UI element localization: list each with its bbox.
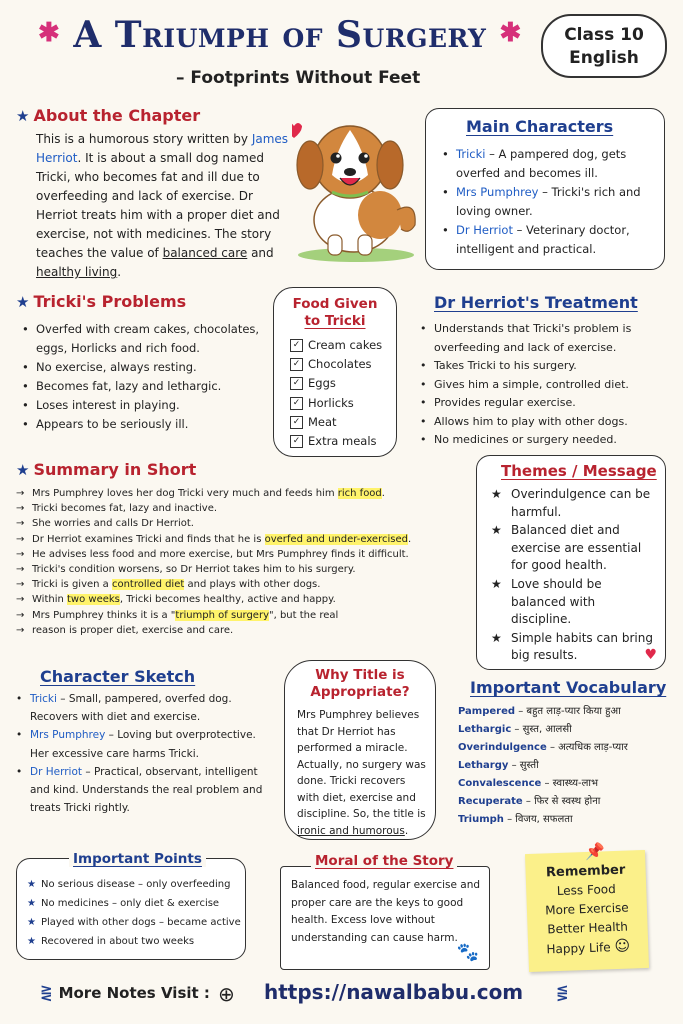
summary-heading: ★ Summary in Short — [16, 460, 197, 479]
pink-star-icon: ✱ — [38, 18, 61, 48]
themes-heading: Themes / Message — [501, 462, 657, 480]
list-item: ★ Played with other dogs – became active — [27, 913, 241, 932]
remember-line: Better Health — [547, 919, 629, 937]
paw-icon: 🐾 — [456, 942, 479, 963]
themes-list — [491, 486, 659, 666]
treatment-heading: Dr Herriot's Treatment — [434, 293, 638, 312]
moral-text: Balanced food, regular exercise and proper care are the keys to good health. Excess love without understanding can cause harm. — [291, 879, 481, 944]
important-points-heading: Important Points — [69, 851, 206, 867]
globe-icon: ⊕ — [218, 982, 235, 1006]
list-item: • Overfed with cream cakes, chocolates, eggs, Horlicks and rich food. — [22, 320, 274, 358]
food-item: ✓ Cream cakes — [288, 336, 382, 355]
list-item: ★ Overindulgence can be harmful. — [491, 486, 659, 521]
list-item: • No medicines or surgery needed. — [420, 431, 660, 450]
vocab-item: Convalescence – स्वास्थ्य-लाभ — [458, 778, 599, 789]
dog-illustration — [292, 110, 422, 265]
list-item: → Dr Herriot examines Tricki and finds that he is overfed and under-exercised. — [16, 532, 466, 547]
moral-box — [280, 853, 490, 970]
list-item: • Becomes fat, lazy and lethargic. — [22, 377, 274, 396]
footer-label: ⋛ More Notes Visit : — [40, 984, 210, 1002]
themes-box — [476, 455, 666, 670]
list-item: ★ No serious disease – only overfeeding — [27, 875, 241, 894]
vocab-heading: Important Vocabulary — [470, 678, 667, 697]
website-link[interactable]: https://nawalbabu.com — [264, 980, 524, 1004]
food-checklist — [288, 336, 382, 451]
vocab-item: Recuperate – फिर से स्वस्थ होना — [458, 796, 601, 807]
sketch-heading: Character Sketch — [40, 667, 196, 686]
list-item: ★ Recovered in about two weeks — [27, 932, 241, 951]
food-item: ✓ Extra meals — [288, 432, 382, 451]
list-item: • Appears to be seriously ill. — [22, 415, 274, 434]
food-item: ✓ Meat — [288, 413, 382, 432]
list-item: • Gives him a simple, controlled diet. — [420, 376, 660, 395]
heart-icon: ♥ — [644, 647, 657, 663]
food-given-heading: Food Given to Tricki — [292, 296, 378, 329]
list-item: → reason is proper diet, exercise and care. — [16, 623, 466, 638]
class-badge — [541, 14, 667, 78]
points-list — [27, 875, 241, 951]
characters-list — [442, 145, 656, 259]
list-item: • Loses interest in playing. — [22, 396, 274, 415]
main-characters-heading: Main Characters — [466, 117, 614, 136]
moral-heading: Moral of the Story — [311, 853, 457, 869]
sparkle-icon: ⋛ — [40, 984, 53, 1002]
pin-icon: 📌 — [584, 841, 606, 862]
list-item: • Tricki – A pampered dog, gets overfed and becomes ill. — [442, 145, 656, 183]
sketch-list — [16, 690, 276, 817]
vocab-item: Lethargic – सुस्त, आलसी — [458, 724, 572, 735]
food-item: ✓ Eggs — [288, 374, 382, 393]
vocab-item: Overindulgence – अत्यधिक लाड़-प्यार — [458, 742, 628, 753]
list-item: → Mrs Pumphrey loves her dog Tricki very much and feeds him rich food. — [16, 486, 466, 501]
why-title-box — [284, 660, 436, 840]
class-label: Class 10 — [564, 25, 644, 45]
list-item: → Mrs Pumphrey thinks it is a "triumph of surgery", but the real — [16, 608, 466, 623]
star-icon: ★ — [16, 107, 30, 125]
treatment-list — [420, 320, 660, 450]
food-item: ✓ Chocolates — [288, 355, 382, 374]
summary-list — [16, 486, 466, 638]
list-item: • Mrs Pumphrey – Tricki's rich and loving owner. — [442, 183, 656, 221]
list-item: • Takes Tricki to his surgery. — [420, 357, 660, 376]
remember-line: Less Food — [556, 881, 616, 899]
list-item: → She worries and calls Dr Herriot. — [16, 516, 466, 531]
important-points-box — [16, 851, 246, 960]
problems-list — [22, 320, 274, 434]
remember-note — [525, 841, 649, 972]
remember-heading: Remember — [545, 862, 626, 881]
list-item: • Allows him to play with other dogs. — [420, 413, 660, 432]
about-heading: ★ About the Chapter — [16, 106, 201, 125]
page-title: ✱ A Triumph of Surgery ✱ — [38, 14, 522, 56]
food-item: ✓ Horlicks — [288, 394, 382, 413]
list-item: • Dr Herriot – Practical, observant, intelligent and kind. Understands the real problem and treats Tricki rightly. — [16, 763, 276, 818]
remember-line: Happy Life ☺ — [546, 936, 631, 957]
about-text: This is a humorous story written by James Herriot. It is about a small dog named Tricki, who becomes fat and ill due to overfeeding and lack of exercise. Dr Herriot treats him with a proper diet and exercise, not with medicines. The story teaches the value of balanced care and healthy living. — [36, 132, 289, 279]
food-given-box — [273, 287, 397, 457]
why-title-heading: Why Title is Appropriate? — [310, 667, 410, 700]
sparkle-icon: ⋚ — [556, 984, 569, 1002]
page-subtitle: – Footprints Without Feet — [176, 68, 421, 88]
list-item: • Dr Herriot – Veterinary doctor, intelligent and practical. — [442, 221, 656, 259]
pink-star-icon: ✱ — [499, 18, 522, 48]
list-item: ★ No medicines – only diet & exercise — [27, 894, 241, 913]
list-item: ★ Love should be balanced with discipline. — [491, 576, 659, 629]
list-item: ★ Balanced diet and exercise are essential for good health. — [491, 522, 659, 575]
list-item: • No exercise, always resting. — [22, 358, 274, 377]
list-item: • Understands that Tricki's problem is overfeeding and lack of exercise. — [420, 320, 660, 357]
list-item: → Tricki's condition worsens, so Dr Herriot takes him to his surgery. — [16, 562, 466, 577]
main-characters-box — [425, 108, 665, 270]
vocab-list — [458, 703, 628, 829]
list-item: • Mrs Pumphrey – Loving but overprotective. Her excessive care harms Tricki. — [16, 726, 276, 762]
smiley-icon: ☺ — [614, 936, 631, 956]
star-icon: ★ — [16, 461, 30, 479]
problems-heading: ★ Tricki's Problems — [16, 292, 187, 311]
list-item: → Tricki becomes fat, lazy and inactive. — [16, 501, 466, 516]
why-title-text: Mrs Pumphrey believes that Dr Herriot has performed a miracle. Actually, no surgery was done. Tricki recovers with diet, exercise and discipline. So, the title is ironic and humorous. — [297, 709, 426, 837]
vocab-item: Lethargy – सुस्ती — [458, 760, 539, 771]
star-icon: ★ — [16, 293, 30, 311]
subject-label: English — [569, 48, 639, 68]
list-item: ★ Simple habits can bring big results. — [491, 630, 659, 665]
remember-line: More Exercise — [544, 900, 629, 918]
list-item: → Tricki is given a controlled diet and plays with other dogs. — [16, 577, 466, 592]
list-item: • Tricki – Small, pampered, overfed dog. Recovers with diet and exercise. — [16, 690, 276, 726]
list-item: • Provides regular exercise. — [420, 394, 660, 413]
list-item: → He advises less food and more exercise, but Mrs Pumphrey finds it difficult. — [16, 547, 466, 562]
vocab-item: Pampered – बहुत लाड़-प्यार किया हुआ — [458, 706, 621, 717]
vocab-item: Triumph – विजय, सफलता — [458, 814, 573, 825]
list-item: → Within two weeks, Tricki becomes healthy, active and happy. — [16, 592, 466, 607]
